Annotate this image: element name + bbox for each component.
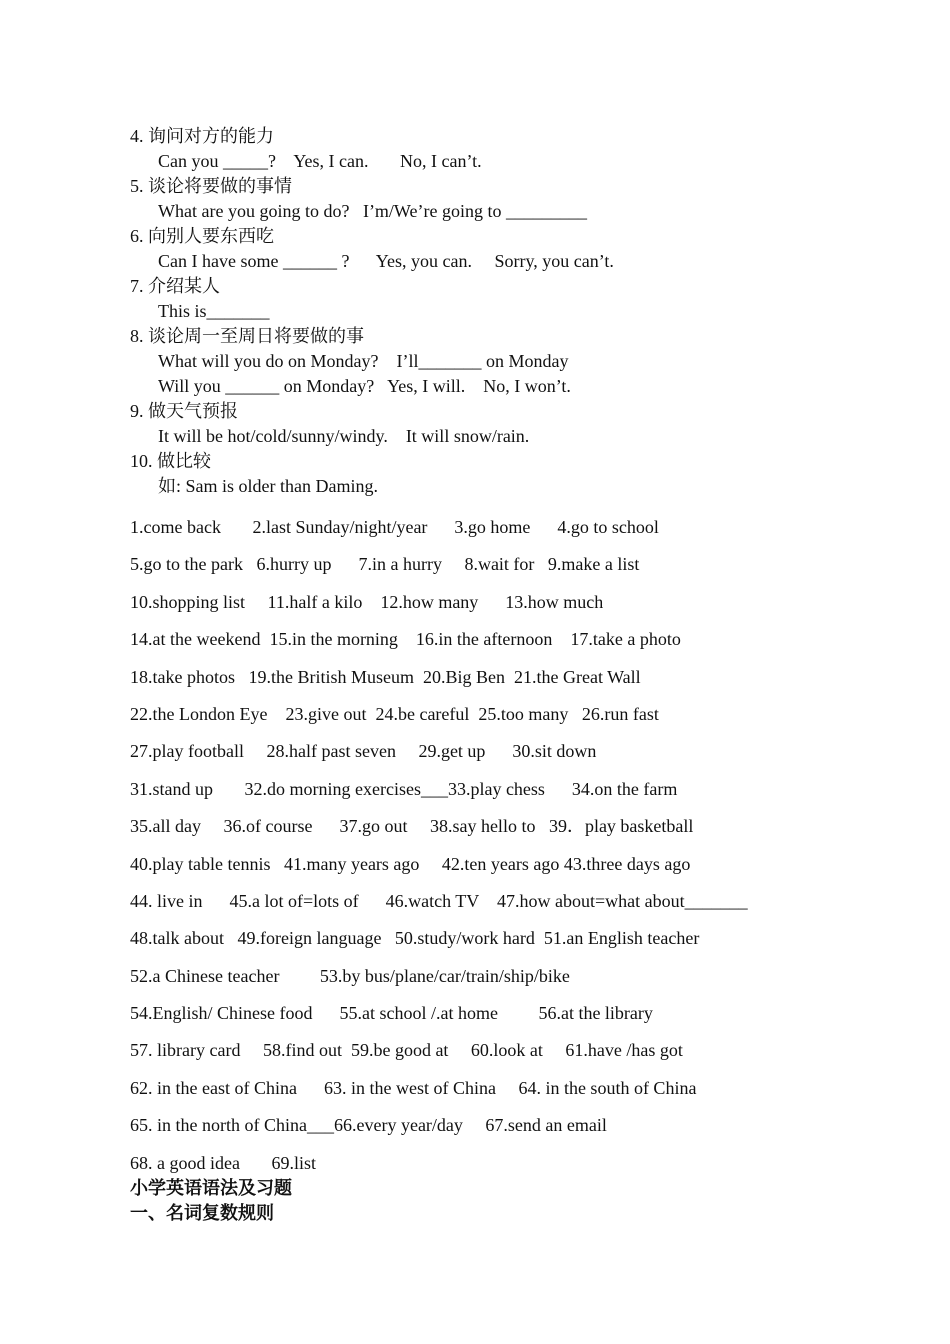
example-sentence: Can you _____? Yes, I can. No, I can’t. <box>158 151 482 171</box>
section-title: 7. 介绍某人 <box>130 276 220 296</box>
section-title: 6. 向别人要东西吃 <box>130 226 274 246</box>
phrase-line: 10.shopping list 11.half a kilo 12.how many 13.how much <box>130 591 604 612</box>
phrase-line: 35.all day 36.of course 37.go out 38.say hello to 39．play basketball <box>130 816 694 837</box>
section-title: 8. 谈论周一至周日将要做的事 <box>130 326 364 346</box>
section-title: 10. 做比较 <box>130 451 211 471</box>
section-title: 5. 谈论将要做的事情 <box>130 176 292 196</box>
chapter-heading: 小学英语语法及习题 <box>130 1177 292 1199</box>
phrase-line: 18.take photos 19.the British Museum 20.Big Ben 21.the Great Wall <box>130 666 641 687</box>
phrase-line: 1.come back 2.last Sunday/night/year 3.go home 4.go to school <box>130 517 659 537</box>
phrase-line: 62. in the east of China 63. in the west of China 64. in the south of China <box>130 1077 697 1098</box>
phrase-line: 44. live in 45.a lot of=lots of 46.watch TV 47.how about=what about_______ <box>130 890 748 911</box>
phrase-line: 14.at the weekend 15.in the morning 16.in the afternoon 17.take a photo <box>130 629 681 650</box>
phrase-line: 40.play table tennis 41.many years ago 42.ten years ago 43.three days ago <box>130 853 691 874</box>
example-sentence: Will you ______ on Monday? Yes, I will. No, I won’t. <box>158 376 571 396</box>
example-sentence: It will be hot/cold/sunny/windy. It will snow/rain. <box>158 426 530 446</box>
phrase-line: 5.go to the park 6.hurry up 7.in a hurry 8.wait for 9.make a list <box>130 554 640 575</box>
phrase-line: 57. library card 58.find out 59.be good at 60.look at 61.have /has got <box>130 1040 683 1061</box>
phrase-list <box>130 509 890 1176</box>
phrase-line: 68. a good idea 69.list <box>130 1152 316 1173</box>
phrase-line: 65. in the north of China___66.every year/day 67.send an email <box>130 1115 607 1136</box>
subsection-heading: 一、名词复数规则 <box>130 1202 274 1224</box>
section-title: 4. 询问对方的能力 <box>130 126 274 146</box>
example-sentence: What are you going to do? I’m/We’re going to _________ <box>158 201 587 221</box>
phrase-line: 52.a Chinese teacher 53.by bus/plane/car/train/ship/bike <box>130 965 570 986</box>
section-title: 9. 做天气预报 <box>130 401 238 421</box>
section-headings <box>130 1176 890 1226</box>
phrase-line: 54.English/ Chinese food 55.at school /.at home 56.at the library <box>130 1003 653 1024</box>
example-sentence: 如: Sam is older than Daming. <box>158 476 378 496</box>
phrase-line: 27.play football 28.half past seven 29.get up 30.sit down <box>130 741 597 762</box>
sentence-patterns <box>130 124 890 499</box>
document-page <box>130 124 890 1226</box>
phrase-line: 22.the London Eye 23.give out 24.be careful 25.too many 26.run fast <box>130 703 659 724</box>
phrase-line: 31.stand up 32.do morning exercises___33.play chess 34.on the farm <box>130 778 678 799</box>
example-sentence: This is_______ <box>158 301 270 321</box>
phrase-line: 48.talk about 49.foreign language 50.study/work hard 51.an English teacher <box>130 928 700 949</box>
example-sentence: Can I have some ______ ? Yes, you can. Sorry, you can’t. <box>158 251 614 271</box>
example-sentence: What will you do on Monday? I’ll_______ on Monday <box>158 351 569 371</box>
